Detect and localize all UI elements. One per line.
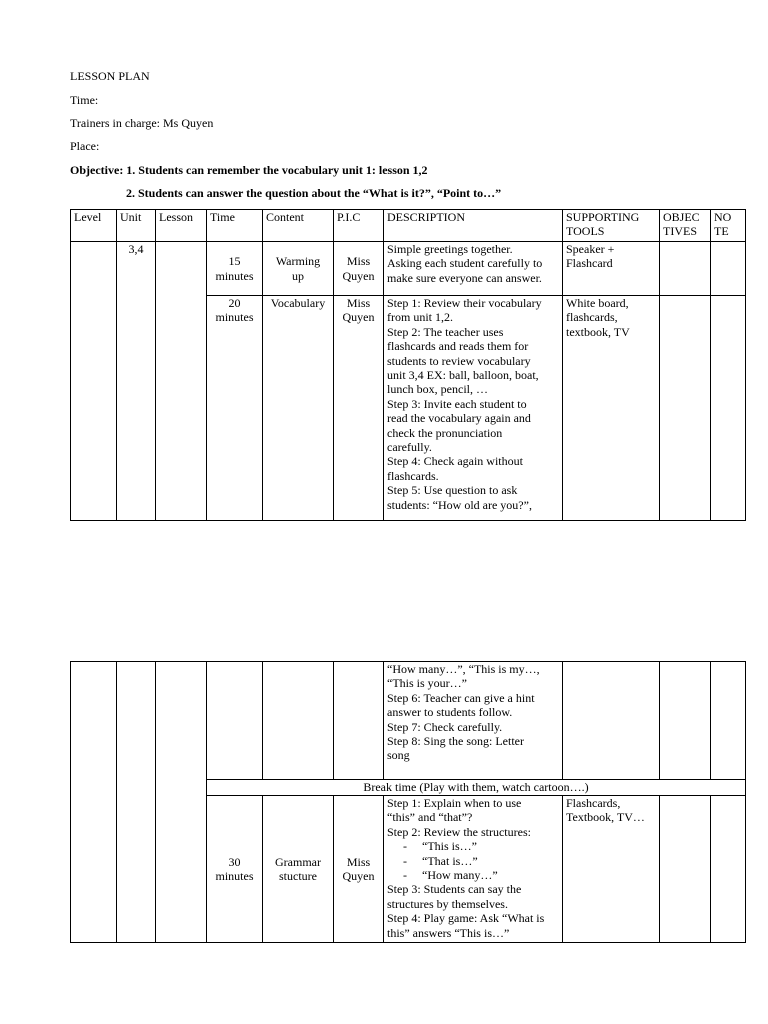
grammar-time-1: 30: [228, 854, 241, 869]
grammar-time: [207, 796, 263, 943]
warmup-content: [263, 242, 334, 296]
vocab-desc-line: Step 3: Invite each student to: [387, 396, 527, 411]
vocab-desc-line: lunch box, pencil, …: [387, 382, 488, 397]
vocab-time: [207, 296, 263, 521]
grammar-desc-line: structures by themselves.: [387, 896, 508, 911]
vocab-desc-line: Step 2: The teacher uses: [387, 324, 504, 339]
warmup-time-1: 15: [228, 254, 241, 269]
col-description: DESCRIPTION: [384, 210, 563, 242]
cont-desc-line: Step 7: Check carefully.: [387, 719, 503, 734]
vocab-desc-line: Step 4: Check again without: [387, 454, 523, 469]
unit-cell: 3,4: [117, 242, 156, 521]
col-tools-line-2: TOOLS: [566, 224, 605, 239]
grammar-note: [711, 796, 746, 943]
table-row-warmup: [71, 242, 746, 296]
warmup-desc-line: make sure everyone can answer.: [387, 270, 542, 285]
cont-note: [711, 662, 746, 780]
structure-list: [387, 839, 559, 882]
grammar-pic-2: Quyen: [342, 869, 375, 883]
warmup-description: [384, 242, 563, 296]
vocab-desc-line: flashcards.: [387, 468, 439, 483]
vocab-tools-line: White board,: [566, 296, 629, 310]
vocab-pic: [334, 296, 384, 521]
vocab-objectives: [660, 296, 711, 521]
cont-desc-line: “This is your…”: [387, 676, 467, 691]
warmup-time-2: minutes: [215, 268, 254, 283]
vocab-tools-line: textbook, TV: [566, 324, 630, 339]
warmup-content-2: up: [292, 268, 304, 283]
warmup-content-1: Warming: [275, 254, 321, 269]
vocab-desc-line: from unit 1,2.: [387, 310, 453, 325]
col-note-line-1: NO: [714, 210, 732, 224]
warmup-time: [207, 242, 263, 296]
grammar-time-2: minutes: [215, 869, 254, 883]
place-label: Place:: [70, 139, 100, 153]
vocab-time-1: 20: [228, 296, 241, 310]
grammar-content-2: stucture: [279, 869, 317, 883]
cont-tools: [563, 662, 660, 780]
document-title: LESSON PLAN: [70, 69, 150, 83]
warmup-desc-line: Simple greetings together.: [387, 242, 513, 256]
grammar-desc-line: Step 3: Students can say the: [387, 882, 522, 897]
lesson-cell: [156, 242, 207, 521]
table-row-continuation: [71, 662, 746, 780]
cont-description: [384, 662, 563, 780]
lesson-plan-table-part-2: [70, 661, 746, 943]
cont-desc-line: song: [387, 748, 410, 763]
grammar-tools: [563, 796, 660, 943]
vocab-desc-line: Step 5: Use question to ask: [387, 483, 518, 498]
vocab-desc-line: read the vocabulary again and: [387, 411, 531, 426]
objective-2: 2. Students can answer the question about the “What is it?”, “Point to…”: [126, 186, 502, 200]
warmup-note: [711, 242, 746, 296]
warmup-pic-2: Quyen: [342, 268, 375, 283]
warmup-pic-1: Miss: [346, 254, 371, 269]
vocab-desc-line: students: “How old are you?”,: [387, 497, 532, 512]
vocab-note: [711, 296, 746, 521]
warmup-tools-line: Flashcard: [566, 256, 613, 271]
grammar-content-1: Grammar: [275, 854, 321, 869]
vocab-desc-line: flashcards and reads them for: [387, 339, 529, 354]
col-lesson: Lesson: [156, 210, 207, 242]
grammar-tools-line: Flashcards,: [566, 796, 621, 810]
col-time: Time: [207, 210, 263, 242]
vocab-pic-2: Quyen: [342, 310, 375, 325]
grammar-desc-line: Step 4: Play game: Ask “What is: [387, 911, 545, 926]
cont-content: [263, 662, 334, 780]
warmup-tools: [563, 242, 660, 296]
grammar-desc-line: this” answers “This is…”: [387, 925, 510, 940]
cont-desc-line: Step 8: Sing the song: Letter: [387, 734, 524, 749]
col-pic: P.I.C: [334, 210, 384, 242]
col-note: [711, 210, 746, 242]
col-note-line-2: TE: [714, 224, 729, 239]
structure-item: - “This is…”: [403, 839, 559, 853]
cont-objectives: [660, 662, 711, 780]
grammar-content: [263, 796, 334, 943]
warmup-pic: [334, 242, 384, 296]
grammar-pic: [334, 796, 384, 943]
time-label: Time:: [70, 93, 99, 107]
col-obj-line-1: OBJEC: [663, 210, 700, 224]
vocab-desc-line: unit 3,4 EX: ball, balloon, boat,: [387, 368, 539, 383]
col-level: Level: [71, 210, 117, 242]
lesson-cell-2: [156, 662, 207, 943]
cont-pic: [334, 662, 384, 780]
vocab-content: Vocabulary: [263, 296, 334, 521]
grammar-desc-line: “this” and “that”?: [387, 810, 473, 825]
level-cell-2: [71, 662, 117, 943]
structure-item: - “That is…”: [403, 854, 559, 868]
level-cell: [71, 242, 117, 521]
grammar-description: [384, 796, 563, 943]
warmup-objectives: [660, 242, 711, 296]
cont-desc-line: answer to students follow.: [387, 705, 513, 720]
lesson-plan-table-part-1: [70, 209, 746, 521]
grammar-desc-line: Step 2: Review the structures:: [387, 824, 531, 839]
cont-desc-line: “How many…”, “This is my…,: [387, 662, 540, 676]
grammar-tools-line: Textbook, TV…: [566, 810, 645, 825]
col-obj-line-2: TIVES: [663, 224, 697, 239]
table-header-row: [71, 210, 746, 242]
vocab-tools-line: flashcards,: [566, 310, 618, 325]
unit-cell-2: [117, 662, 156, 943]
col-unit: Unit: [117, 210, 156, 242]
break-time-row: Break time (Play with them, watch cartoon….): [207, 780, 746, 796]
vocab-desc-line: students to review vocabulary: [387, 353, 531, 368]
vocab-desc-line: carefully.: [387, 440, 432, 455]
vocab-desc-line: Step 1: Review their vocabulary: [387, 296, 542, 310]
grammar-objectives: [660, 796, 711, 943]
trainers-label: Trainers in charge: Ms Quyen: [70, 116, 214, 130]
vocab-desc-line: check the pronunciation: [387, 425, 503, 440]
vocab-time-2: minutes: [215, 310, 254, 325]
cont-time: [207, 662, 263, 780]
col-objectives: [660, 210, 711, 242]
objective-1: Objective: 1. Students can remember the vocabulary unit 1: lesson 1,2: [70, 163, 428, 177]
vocab-tools: [563, 296, 660, 521]
col-content: Content: [263, 210, 334, 242]
col-tools-line-1: SUPPORTING: [566, 210, 640, 224]
vocab-pic-1: Miss: [346, 296, 371, 310]
vocab-description: [384, 296, 563, 521]
warmup-desc-line: Asking each student carefully to: [387, 256, 543, 271]
grammar-desc-line: Step 1: Explain when to use: [387, 796, 522, 810]
structure-item: - “How many…”: [403, 868, 559, 882]
cont-desc-line: Step 6: Teacher can give a hint: [387, 690, 535, 705]
warmup-tools-line: Speaker +: [566, 242, 615, 256]
col-supporting-tools: [563, 210, 660, 242]
grammar-pic-1: Miss: [346, 854, 371, 869]
